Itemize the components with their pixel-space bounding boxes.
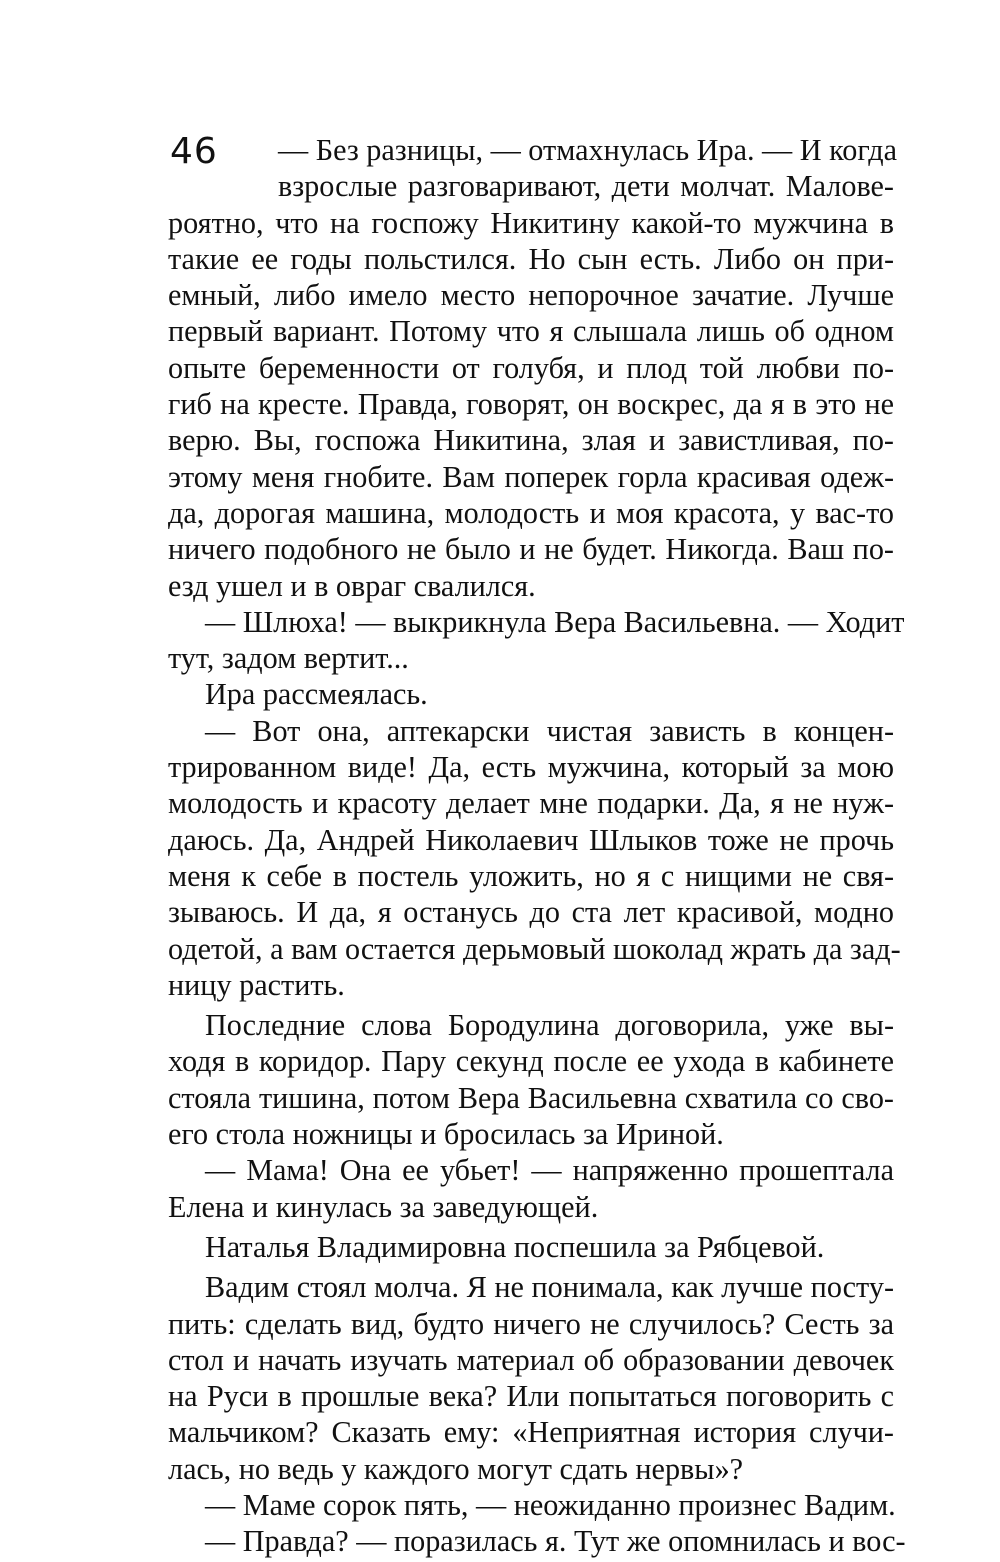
text-line: тут, задом вертит... — [168, 641, 409, 676]
text-line: да, дорогая машина, молодость и моя красота, у вас-то — [168, 495, 894, 530]
text-line: его стола ножницы и бросилась за Ириной. — [168, 1117, 724, 1152]
text-line: такие ее годы польстился. Но сын есть. Либо он при- — [168, 241, 894, 276]
page-number: 46 — [170, 131, 218, 172]
text-line: роятно, что на госпожу Никитину какой-то мужчина в — [168, 205, 894, 240]
text-line: гиб на кресте. Правда, говорят, он воскрес, да я в это не — [168, 387, 894, 422]
text-line: одетой, а вам остается дерьмовый шоколад жрать да зад- — [168, 931, 901, 966]
text-line: Вадим стоял молча. Я не понимала, как лучше посту- — [205, 1270, 894, 1305]
text-line: езд ушел и в овраг свалился. — [168, 568, 536, 603]
text-line: — Шлюха! — выкрикнула Вера Васильевна. — Ходит — [205, 604, 905, 639]
text-line: пить: сделать вид, будто ничего не случилось? Сесть за — [168, 1306, 894, 1341]
text-line: первый вариант. Потому что я слышала лишь об одном — [168, 314, 894, 349]
text-line: — Мама! Она ее убьет! — напряженно прошептала — [205, 1153, 894, 1188]
text-line: Елена и кинулась за заведующей. — [168, 1189, 599, 1224]
text-line: стояла тишина, потом Вера Васильевна схватила со сво- — [168, 1080, 894, 1115]
text-line: Последние слова Бородулина договорила, уже вы- — [205, 1008, 894, 1043]
text-line: — Без разницы, — отмахнулась Ира. — И когда — [278, 133, 898, 167]
text-line: стол и начать изучать материал об образовании девочек — [168, 1342, 894, 1377]
text-line: мальчиком? Сказать ему: «Неприятная история случи- — [168, 1415, 894, 1450]
text-line: — Вот она, аптекарски чистая зависть в концен- — [205, 713, 894, 748]
text-line: меня к себе в постель уложить, но я с нищими не свя- — [168, 858, 894, 893]
text-line: даюсь. Да, Андрей Николаевич Шлыков тоже не прочь — [168, 822, 894, 857]
text-line: опыте беременности от голубя, и плод той любви по- — [168, 350, 894, 385]
text-line: — Маме сорок пять, — неожиданно произнес Вадим. — [205, 1487, 896, 1522]
text-line: емный, либо имело место непорочное зачатие. Лучше — [168, 278, 894, 313]
text-line: зываюсь. И да, я останусь до ста лет красивой, модно — [168, 895, 894, 930]
text-line: взрослые разговаривают, дети молчат. Малове- — [278, 169, 894, 204]
text-line: молодость и красоту делает мне подарки. Да, я не нуж- — [168, 786, 894, 821]
text-line: — Правда? — поразилась я. Тут же опомнилась и вос- — [205, 1524, 906, 1559]
text-line: Ира рассмеялась. — [205, 677, 428, 712]
text-line: лась, но ведь у каждого могут сдать нервы»? — [168, 1451, 744, 1486]
text-line: на Руси в прошлые века? Или попытаться поговорить с — [168, 1379, 894, 1414]
text-line: трированном виде! Да, есть мужчина, который за мою — [168, 750, 894, 785]
text-line: ходя в коридор. Пару секунд после ее ухода в кабинете — [168, 1044, 894, 1079]
text-line: ничего подобного не было и не будет. Никогда. Ваш по- — [168, 532, 894, 567]
page-text — [168, 132, 906, 1560]
text-line: верю. Вы, госпожа Никитина, злая и завистливая, по- — [168, 423, 894, 458]
text-line: ницу растить. — [168, 967, 345, 1002]
text-line: этому меня гнобите. Вам поперек горла красивая одеж- — [168, 459, 894, 494]
text-line: Наталья Владимировна поспешила за Рябцевой. — [205, 1229, 825, 1264]
